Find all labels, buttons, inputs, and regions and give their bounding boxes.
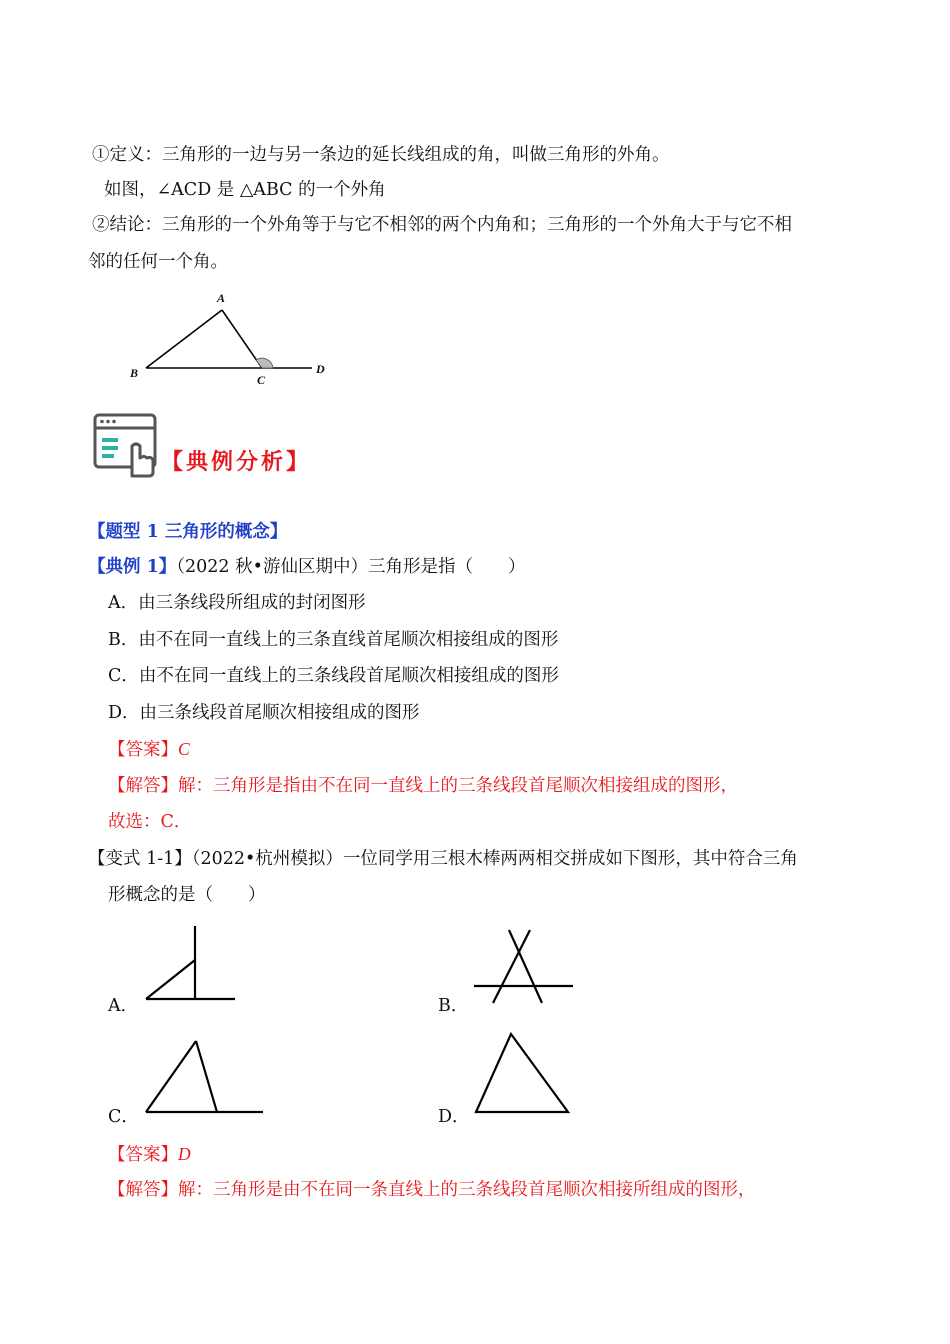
label-d: D bbox=[316, 362, 325, 376]
figure-a bbox=[146, 926, 235, 999]
label-a: A bbox=[217, 291, 226, 305]
option-b-label: B． bbox=[438, 996, 469, 1016]
variant-answer-value: D bbox=[178, 1144, 191, 1164]
variant-1-tag: 【变式 1-1】 bbox=[88, 849, 192, 869]
definition-line-1: ①定义：三角形的一边与另一条边的延长线组成的角，叫做三角形的外角。 bbox=[92, 145, 670, 165]
banner-title: 【典例分析】 bbox=[161, 449, 312, 475]
variant-1-text-2: 形概念的是（ ） bbox=[108, 885, 266, 905]
solution-tag: 【解答】 bbox=[108, 776, 178, 796]
variant-1-solution bbox=[108, 1178, 756, 1202]
variant-solution-tag: 【解答】 bbox=[108, 1180, 178, 1200]
example-1-option-a: A．由三条线段所组成的封闭图形 bbox=[108, 593, 366, 613]
conclusion-line-2: 邻的任何一个角。 bbox=[88, 252, 228, 272]
solution-text: 解：三角形是指由不在同一直线上的三条线段首尾顺次相接组成的图形， bbox=[178, 776, 738, 796]
label-c: C bbox=[257, 373, 266, 387]
section-title: 【题型 1 三角形的概念】 bbox=[88, 522, 288, 542]
example-1-choose: 故选：C． bbox=[108, 812, 192, 832]
figure-b bbox=[474, 930, 573, 1003]
option-a-label: A． bbox=[108, 996, 139, 1016]
answer-value: C bbox=[178, 739, 190, 759]
answer-tag: 【答案】 bbox=[108, 740, 178, 760]
example-1-option-c: C．由不在同一直线上的三条线段首尾顺次相接组成的图形 bbox=[108, 666, 559, 686]
variant-answer-tag: 【答案】 bbox=[108, 1145, 178, 1165]
example-1-option-d: D．由三条线段首尾顺次相接组成的图形 bbox=[108, 703, 420, 723]
option-d-label: D． bbox=[438, 1107, 470, 1127]
variant-1-text-1: （2022•杭州模拟）一位同学用三根木棒两两相交拼成如下图形，其中符合三角 bbox=[191, 849, 798, 869]
variant-1-answer bbox=[108, 1142, 191, 1167]
definition-line-2: 如图，∠ACD 是 △ABC 的一个外角 bbox=[104, 180, 386, 200]
figure-c bbox=[146, 1041, 263, 1112]
figure-d bbox=[476, 1034, 568, 1112]
option-c-label: C． bbox=[108, 1107, 139, 1127]
example-1-tag: 【典例 1】 bbox=[88, 557, 177, 577]
variant-solution-text: 解：三角形是由不在同一条直线上的三条线段首尾顺次相接所组成的图形， bbox=[178, 1180, 756, 1200]
example-1-option-b: B．由不在同一直线上的三条直线首尾顺次相接组成的图形 bbox=[108, 630, 559, 650]
example-1-source: （2022 秋•游仙区期中）三角形是指（ ） bbox=[176, 557, 526, 577]
conclusion-line-1: ②结论：三角形的一个外角等于与它不相邻的两个内角和；三角形的一个外角大于与它不相 bbox=[92, 215, 792, 235]
label-b: B bbox=[130, 366, 139, 380]
